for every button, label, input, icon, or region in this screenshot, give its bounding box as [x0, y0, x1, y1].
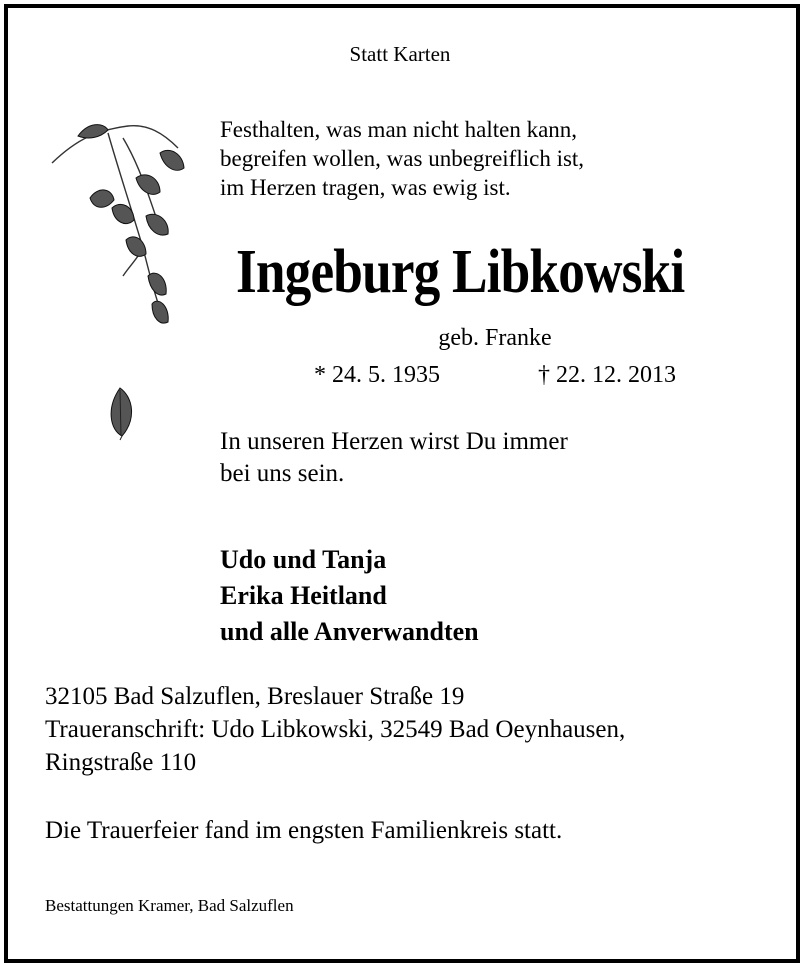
death-date: † 22. 12. 2013: [538, 362, 676, 388]
verse-block: [220, 426, 568, 490]
birch-branch-icon: [48, 108, 208, 348]
verse-line: bei uns sein.: [220, 460, 345, 487]
address-line: Ringstraße 110: [45, 749, 197, 776]
header-text: Statt Karten: [349, 42, 451, 66]
falling-leaf-icon: [100, 386, 140, 442]
poem-line: im Herzen tragen, was ewig ist.: [220, 175, 511, 200]
poem-line: begreifen wollen, was unbegreiflich ist,: [220, 146, 585, 171]
address-block: [45, 680, 625, 779]
poem-line: Festhalten, was man nicht halten kann,: [220, 117, 578, 142]
address-line: Traueranschrift: Udo Libkowski, 32549 Bad Oeynhausen,: [45, 716, 626, 743]
family-line: und alle Anverwandten: [220, 617, 479, 646]
undertaker-credit: Bestattungen Kramer, Bad Salzuflen: [45, 896, 294, 915]
deceased-name: Ingeburg Libkowski: [236, 238, 685, 306]
address-line: 32105 Bad Salzuflen, Breslauer Straße 19: [45, 683, 465, 710]
family-line: Erika Heitland: [220, 581, 387, 610]
verse-line: In unseren Herzen wirst Du immer: [220, 428, 568, 455]
funeral-note: Die Trauerfeier fand im engsten Familienkreis statt.: [45, 817, 563, 844]
birth-date: * 24. 5. 1935: [314, 362, 440, 388]
family-block: [220, 542, 479, 650]
maiden-name: geb. Franke: [438, 325, 552, 351]
family-line: Udo und Tanja: [220, 545, 387, 574]
poem-block: [220, 115, 584, 202]
